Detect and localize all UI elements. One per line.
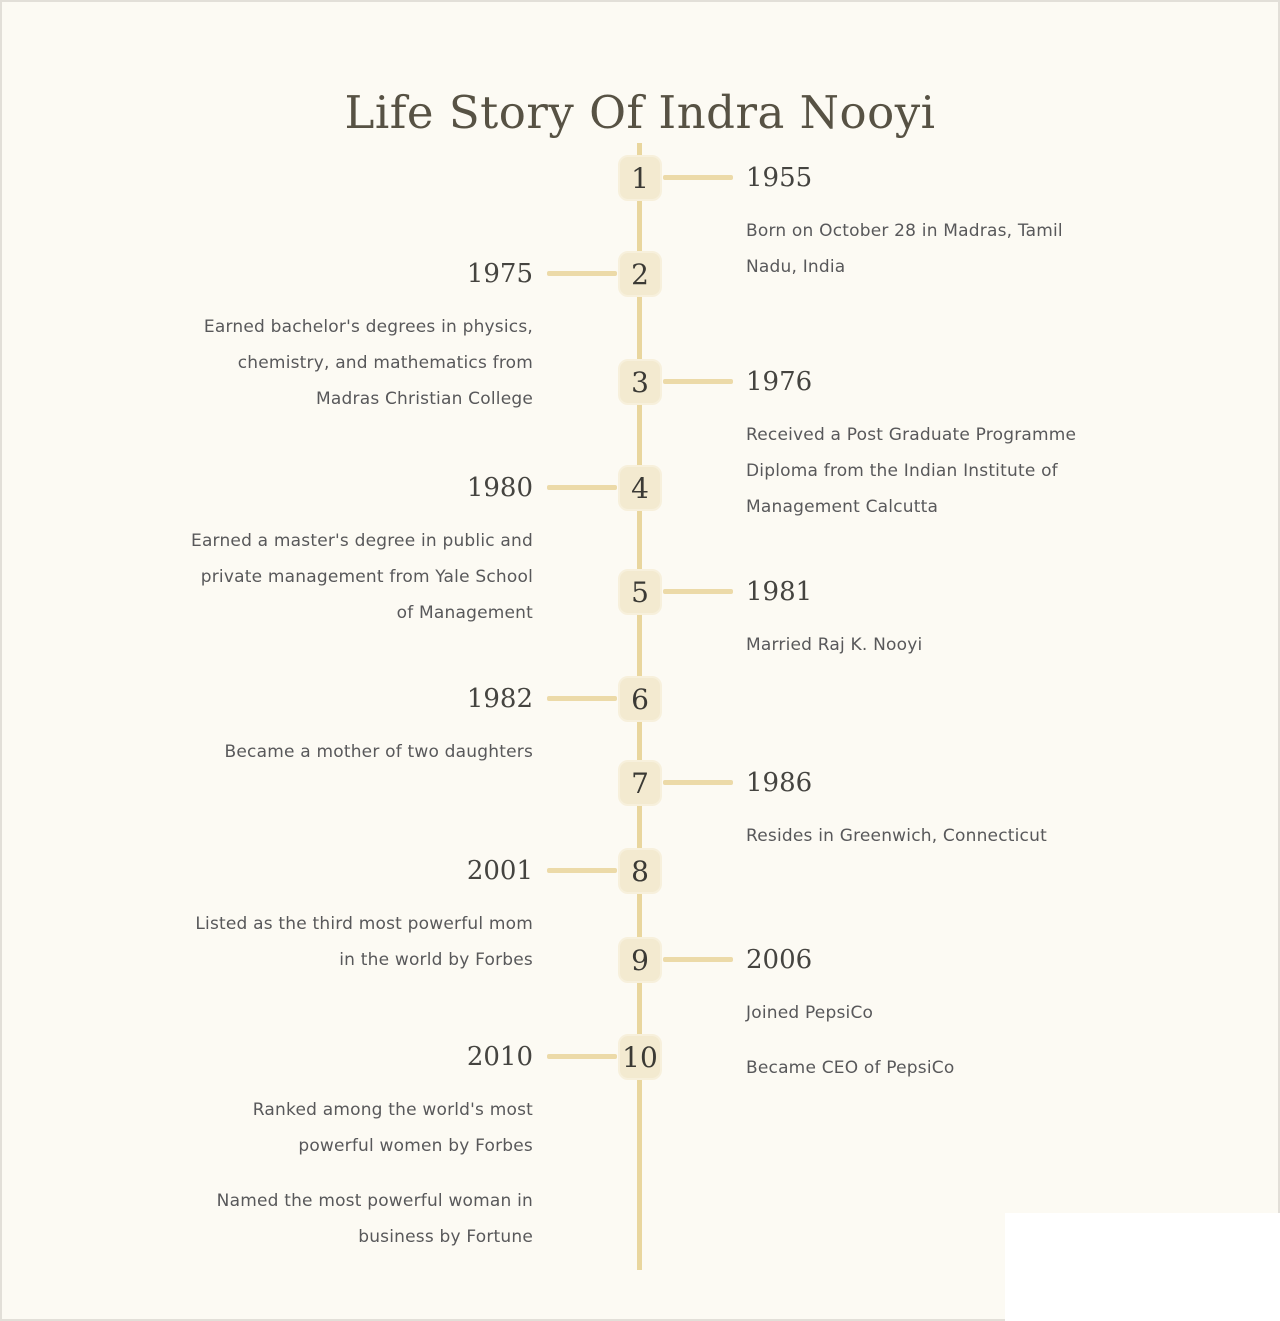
connector-line — [663, 175, 733, 180]
connector-line — [663, 589, 733, 594]
timeline-node-6 — [618, 676, 662, 722]
event-description — [746, 417, 1216, 525]
description-line: Earned a master's degree in public and — [191, 531, 533, 551]
timeline-node-2 — [618, 251, 662, 297]
year-label: 1980 — [466, 473, 533, 503]
year-label: 1982 — [466, 684, 533, 714]
description-line: Ranked among the world's most — [252, 1100, 533, 1120]
node-number: 1 — [631, 161, 649, 195]
description-line: Listed as the third most powerful mom — [195, 914, 533, 934]
timeline-node-5 — [618, 569, 662, 615]
description-line: Joined PepsiCo — [746, 1003, 874, 1023]
connector-line — [547, 271, 617, 276]
description-line: Born on October 28 in Madras, Tamil — [746, 221, 1063, 241]
node-number: 2 — [631, 257, 649, 291]
year-label: 2006 — [746, 945, 813, 975]
timeline-node-1 — [618, 155, 662, 201]
description-line: Management Calcutta — [746, 497, 939, 517]
connector-line — [663, 957, 733, 962]
event-description — [43, 906, 533, 978]
description-line: business by Fortune — [358, 1227, 533, 1247]
event-description — [43, 1092, 533, 1255]
event-description — [43, 734, 533, 770]
year-label: 1975 — [466, 259, 533, 289]
connector-line — [547, 696, 617, 701]
node-number: 6 — [631, 682, 649, 716]
node-number: 4 — [631, 471, 649, 505]
year-label: 1976 — [746, 367, 813, 397]
timeline-node-8 — [618, 848, 662, 894]
timeline-node-9 — [618, 937, 662, 983]
page-title: Life Story Of Indra Nooyi — [344, 86, 936, 140]
node-number: 3 — [631, 365, 649, 399]
event-description — [746, 213, 1216, 285]
description-line: Diploma from the Indian Institute of — [746, 461, 1058, 481]
description-line: Resides in Greenwich, Connecticut — [746, 826, 1047, 846]
description-line: Became a mother of two daughters — [224, 742, 533, 762]
timeline-node-3 — [618, 359, 662, 405]
year-label: 1981 — [746, 577, 813, 607]
description-line: Named the most powerful woman in — [216, 1191, 533, 1211]
description-line: in the world by Forbes — [339, 950, 533, 970]
event-description — [43, 523, 533, 631]
description-line: Received a Post Graduate Programme — [746, 425, 1077, 445]
node-number: 10 — [622, 1040, 658, 1074]
connector-line — [663, 780, 733, 785]
description-line: Married Raj K. Nooyi — [746, 635, 923, 655]
white-corner-patch — [1005, 1213, 1280, 1321]
description-line: private management from Yale School — [200, 567, 533, 587]
timeline-node-10 — [618, 1034, 662, 1080]
event-description — [746, 995, 1216, 1086]
timeline-node-7 — [618, 760, 662, 806]
year-label: 2001 — [466, 856, 533, 886]
description-line: Nadu, India — [746, 257, 846, 277]
connector-line — [547, 485, 617, 490]
node-number: 7 — [631, 766, 649, 800]
connector-line — [547, 1054, 617, 1059]
event-description — [746, 818, 1216, 854]
description-line: of Management — [396, 603, 533, 623]
timeline-node-4 — [618, 465, 662, 511]
node-number: 8 — [631, 854, 649, 888]
description-line: Earned bachelor's degrees in physics, — [203, 317, 533, 337]
description-line: powerful women by Forbes — [298, 1136, 533, 1156]
connector-line — [663, 379, 733, 384]
node-number: 9 — [631, 943, 649, 977]
year-label: 1955 — [746, 163, 813, 193]
description-line: chemistry, and mathematics from — [237, 353, 533, 373]
node-number: 5 — [631, 575, 649, 609]
event-description — [746, 627, 1216, 663]
year-label: 2010 — [466, 1042, 533, 1072]
description-line: Madras Christian College — [316, 389, 533, 409]
description-line: Became CEO of PepsiCo — [746, 1058, 955, 1078]
event-description — [43, 309, 533, 417]
connector-line — [547, 868, 617, 873]
year-label: 1986 — [746, 768, 813, 798]
